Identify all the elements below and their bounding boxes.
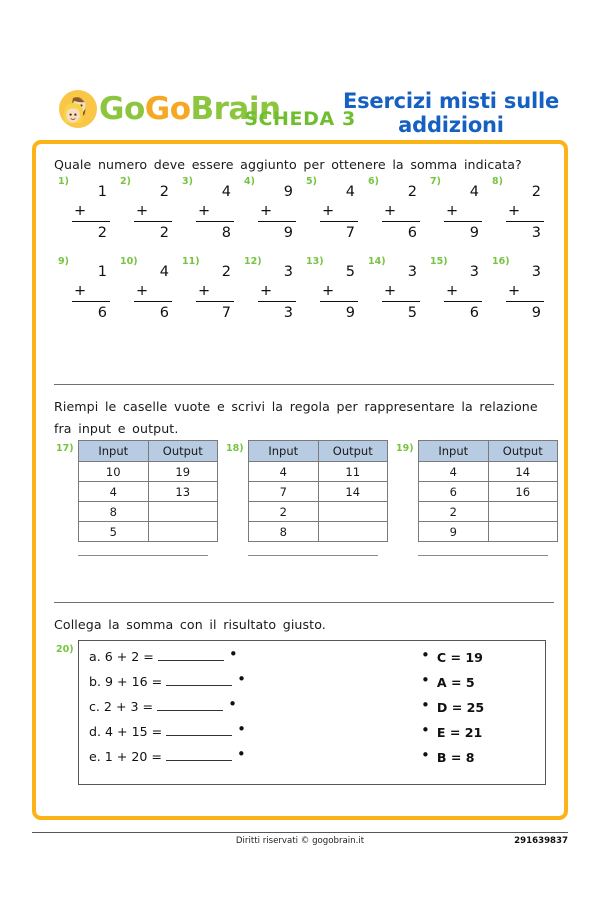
input-cell: 8 [79, 502, 149, 522]
column-header-output: Output [488, 441, 558, 462]
divider-1 [54, 384, 554, 385]
plus-sign: + [136, 203, 149, 220]
problem-index: 13) [306, 256, 324, 268]
io-table-index: 18) [226, 443, 244, 455]
output-cell[interactable] [318, 522, 388, 542]
problem-index: 12) [244, 256, 262, 268]
rule-write-line[interactable] [418, 554, 548, 556]
output-cell[interactable] [488, 502, 558, 522]
io-table-row [249, 462, 388, 482]
sum-result: 6 [97, 305, 107, 322]
operator-line [196, 281, 234, 302]
input-cell: 4 [419, 462, 489, 482]
connector-dot[interactable]: • [421, 671, 430, 690]
operator-line [72, 281, 110, 302]
plus-sign: + [384, 203, 397, 220]
addition-row-2 [58, 256, 546, 322]
problem-body [258, 256, 296, 322]
plus-sign: + [508, 203, 521, 220]
sum-result: 8 [221, 225, 231, 242]
sum-result: 6 [469, 305, 479, 322]
output-cell: 13 [148, 482, 218, 502]
matching-answer-blank[interactable] [166, 749, 232, 761]
addend-top: 2 [221, 264, 231, 281]
output-cell: 14 [488, 462, 558, 482]
rule-write-line[interactable] [78, 554, 208, 556]
operator-line [134, 201, 172, 222]
matching-right-item[interactable] [421, 671, 531, 700]
addition-problem [430, 176, 492, 242]
connector-dot[interactable]: • [237, 720, 247, 739]
addition-problem [492, 256, 554, 322]
sum-result: 7 [221, 305, 231, 322]
sum-result: 3 [531, 225, 541, 242]
addition-problem [306, 256, 368, 322]
addition-problem [368, 256, 430, 322]
operator-line [320, 201, 358, 222]
plus-sign: + [322, 203, 335, 220]
io-table-header-row [79, 441, 218, 462]
copyright-text: Diritti riservati © gogobrain.it [235, 836, 365, 846]
connector-dot[interactable]: • [237, 670, 247, 689]
sum-result: 9 [283, 225, 293, 242]
io-table-index: 17) [56, 443, 74, 455]
io-table-row [249, 502, 388, 522]
addend-top: 3 [407, 264, 417, 281]
addend-top: 4 [159, 264, 169, 281]
section-column-addition [36, 154, 564, 322]
addition-problem [244, 176, 306, 242]
matching-right-item[interactable] [421, 646, 531, 675]
problem-index: 9) [58, 256, 69, 268]
problem-index: 7) [430, 176, 441, 188]
plus-sign: + [260, 283, 273, 300]
output-cell[interactable] [318, 502, 388, 522]
io-table-unit [226, 440, 396, 542]
addition-problem [182, 256, 244, 322]
matching-expression: c. 2 + 3 = [89, 699, 154, 715]
problem-body [72, 176, 110, 242]
matching-left-item[interactable] [89, 670, 339, 699]
section-matching [36, 614, 564, 785]
problem-index: 5) [306, 176, 317, 188]
io-table [248, 440, 388, 542]
section2-prompt: Riempi le caselle vuote e scrivi la regola per rappresentare la relazione fra input e output. [54, 399, 538, 437]
sheet-label: SCHEDA 3 [244, 108, 356, 130]
plus-sign: + [136, 283, 149, 300]
operator-line [258, 201, 296, 222]
plus-sign: + [198, 203, 211, 220]
worksheet-panel [32, 140, 568, 820]
io-table-row [249, 482, 388, 502]
sum-result: 2 [159, 225, 169, 242]
operator-line [382, 201, 420, 222]
io-table-header-row [419, 441, 558, 462]
operator-line [444, 201, 482, 222]
logo-part-brain: Brain [190, 90, 281, 127]
addend-top: 3 [469, 264, 479, 281]
io-table [418, 440, 558, 542]
addition-problem [182, 176, 244, 242]
column-header-output: Output [318, 441, 388, 462]
output-cell: 11 [318, 462, 388, 482]
problem-body [134, 256, 172, 322]
operator-line [196, 201, 234, 222]
problem-body [196, 256, 234, 322]
addition-problem [430, 256, 492, 322]
section-input-output [36, 396, 564, 556]
column-header-output: Output [148, 441, 218, 462]
sum-result: 9 [469, 225, 479, 242]
output-cell[interactable] [488, 522, 558, 542]
connector-dot[interactable]: • [421, 746, 430, 765]
operator-line [506, 201, 544, 222]
matching-result-label: C = 19 [436, 650, 483, 666]
addition-problem [120, 256, 182, 322]
io-table [78, 440, 218, 542]
problem-index: 6) [368, 176, 379, 188]
addend-top: 4 [221, 184, 231, 201]
page-title: Esercizi misti sulle addizioni [342, 89, 560, 137]
matching-result-label: A = 5 [436, 675, 475, 691]
problem-index: 15) [430, 256, 448, 268]
footer-divider [32, 832, 568, 833]
divider-2 [54, 602, 554, 603]
input-cell: 8 [249, 522, 319, 542]
addition-row-1 [58, 176, 546, 242]
plus-sign: + [508, 283, 521, 300]
plus-sign: + [260, 203, 273, 220]
addend-top: 3 [283, 264, 293, 281]
io-table-unit [396, 440, 566, 542]
addend-top: 4 [345, 184, 355, 201]
addend-top: 1 [97, 184, 107, 201]
operator-line [134, 281, 172, 302]
problem-body [444, 176, 482, 242]
matching-exercise [56, 640, 546, 785]
problem-body [506, 176, 544, 242]
logo-part-go2: Go [144, 90, 191, 127]
addend-top: 5 [345, 264, 355, 281]
io-table-row [419, 462, 558, 482]
input-cell: 5 [79, 522, 149, 542]
problem-index: 4) [244, 176, 255, 188]
matching-answer-blank[interactable] [166, 674, 232, 686]
connector-dot[interactable]: • [421, 646, 430, 665]
io-table-row [249, 522, 388, 542]
connector-dot[interactable]: • [421, 696, 430, 715]
sum-result: 7 [345, 225, 355, 242]
matching-box [78, 640, 546, 785]
plus-sign: + [74, 283, 87, 300]
matching-right-column [421, 646, 531, 775]
addend-top: 9 [283, 184, 293, 201]
addition-problem [368, 176, 430, 242]
matching-answer-blank[interactable] [157, 699, 223, 711]
connector-dot[interactable]: • [421, 721, 430, 740]
io-table-row [79, 462, 218, 482]
operator-line [72, 201, 110, 222]
problem-index: 3) [182, 176, 193, 188]
problem-index: 1) [58, 176, 69, 188]
addition-problem [58, 176, 120, 242]
addend-top: 1 [97, 264, 107, 281]
sum-result: 6 [159, 305, 169, 322]
section3-prompt: Collega la somma con il risultato giusto. [54, 617, 326, 632]
problem-body [196, 176, 234, 242]
problem-index: 10) [120, 256, 138, 268]
matching-left-item[interactable] [89, 720, 339, 749]
sum-result: 5 [407, 305, 417, 322]
column-header-input: Input [79, 441, 149, 462]
input-cell: 6 [419, 482, 489, 502]
operator-line [258, 281, 296, 302]
problem-index: 11) [182, 256, 200, 268]
matching-expression: b. 9 + 16 = [89, 674, 163, 690]
column-header-input: Input [249, 441, 319, 462]
matching-expression: d. 4 + 15 = [89, 724, 163, 740]
io-table-header-row [249, 441, 388, 462]
output-cell: 16 [488, 482, 558, 502]
addend-top: 2 [159, 184, 169, 201]
page-footer [32, 836, 568, 854]
input-cell: 10 [79, 462, 149, 482]
rule-lines-row [56, 554, 546, 556]
addition-problem [244, 256, 306, 322]
matching-expression: e. 1 + 20 = [89, 749, 162, 765]
output-cell[interactable] [148, 522, 218, 542]
input-cell: 4 [79, 482, 149, 502]
plus-sign: + [74, 203, 87, 220]
problem-body [382, 256, 420, 322]
plus-sign: + [446, 283, 459, 300]
problem-body [72, 256, 110, 322]
plus-sign: + [446, 203, 459, 220]
plus-sign: + [384, 283, 397, 300]
sum-result: 3 [283, 305, 293, 322]
output-cell[interactable] [148, 502, 218, 522]
io-tables-row [56, 440, 546, 542]
plus-sign: + [198, 283, 211, 300]
problem-body [134, 176, 172, 242]
matching-answer-blank[interactable] [166, 724, 232, 736]
operator-line [444, 281, 482, 302]
matching-left-item[interactable] [89, 645, 339, 674]
io-table-row [79, 482, 218, 502]
operator-line [382, 281, 420, 302]
sheet-id: 291639837 [514, 836, 568, 846]
input-cell: 2 [419, 502, 489, 522]
output-cell: 19 [148, 462, 218, 482]
matching-left-item[interactable] [89, 695, 339, 724]
matching-index: 20) [56, 644, 74, 656]
problem-index: 8) [492, 176, 503, 188]
matching-right-item[interactable] [421, 721, 531, 750]
input-cell: 9 [419, 522, 489, 542]
problem-body [382, 176, 420, 242]
matching-result-label: D = 25 [436, 700, 485, 716]
sum-result: 6 [407, 225, 417, 242]
problem-body [320, 176, 358, 242]
addend-top: 2 [531, 184, 541, 201]
problem-body [444, 256, 482, 322]
rule-write-line[interactable] [248, 554, 378, 556]
problem-body [320, 256, 358, 322]
problem-index: 2) [120, 176, 131, 188]
matching-result-label: B = 8 [436, 750, 475, 766]
matching-right-item[interactable] [421, 746, 531, 775]
addition-problem [120, 176, 182, 242]
matching-right-item[interactable] [421, 696, 531, 725]
problem-index: 14) [368, 256, 386, 268]
addend-top: 4 [469, 184, 479, 201]
matching-expression: a. 6 + 2 = [89, 649, 154, 665]
connector-dot[interactable]: • [228, 645, 238, 664]
io-table-row [79, 502, 218, 522]
problem-body [506, 256, 544, 322]
operator-line [320, 281, 358, 302]
io-table-unit [56, 440, 226, 542]
addend-top: 2 [407, 184, 417, 201]
rule-answer-slot[interactable] [396, 554, 566, 556]
sum-result: 2 [97, 225, 107, 242]
section1-prompt: Quale numero deve essere aggiunto per ottenere la somma indicata? [54, 157, 522, 172]
connector-dot[interactable]: • [236, 745, 246, 764]
column-header-input: Input [419, 441, 489, 462]
plus-sign: + [322, 283, 335, 300]
io-table-row [79, 522, 218, 542]
sum-result: 9 [531, 305, 541, 322]
rule-answer-slot[interactable] [56, 554, 226, 556]
io-table-index: 19) [396, 443, 414, 455]
logo-part-go1: Go [99, 90, 145, 127]
rule-answer-slot[interactable] [226, 554, 396, 556]
connector-dot[interactable]: • [228, 695, 237, 714]
matching-result-label: E = 21 [436, 725, 483, 741]
addition-problem [306, 176, 368, 242]
input-cell: 7 [249, 482, 319, 502]
input-cell: 4 [249, 462, 319, 482]
matching-answer-blank[interactable] [158, 649, 224, 661]
matching-left-item[interactable] [89, 745, 339, 774]
problem-body [258, 176, 296, 242]
output-cell: 14 [318, 482, 388, 502]
problem-index: 16) [492, 256, 510, 268]
addition-problem [492, 176, 554, 242]
addition-problem [58, 256, 120, 322]
addend-top: 3 [531, 264, 541, 281]
io-table-row [419, 502, 558, 522]
io-table-row [419, 482, 558, 502]
matching-left-column [89, 645, 339, 775]
io-table-row [419, 522, 558, 542]
input-cell: 2 [249, 502, 319, 522]
operator-line [506, 281, 544, 302]
sum-result: 9 [345, 305, 355, 322]
